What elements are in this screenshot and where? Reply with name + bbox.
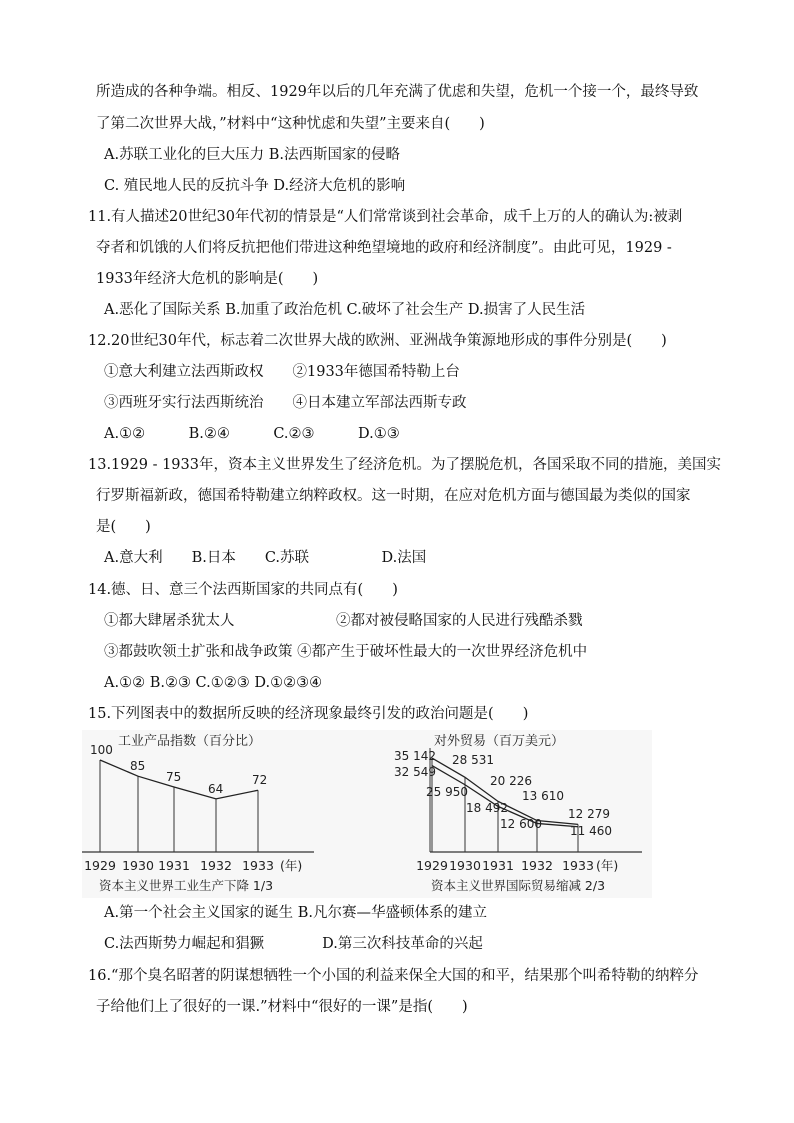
text-line: 所造成的各种争端。相反、1929年以后的几年充满了优虑和失望，危机一个接一个，最终导致 <box>96 84 699 100</box>
chart-title: 对外贸易（百万美元） <box>434 734 565 749</box>
option-line: ①意大利建立法西斯政权 ②1933年德国希特勒上台 <box>104 364 460 380</box>
text-line: 行罗斯福新政，德国希特勒建立纳粹政权。这一时期，在应对危机方面与德国最为类似的国家 <box>96 488 691 504</box>
option-line: ③都鼓吹领土扩张和战争政策 ④都产生于破坏性最大的一次世界经济危机中 <box>104 644 588 660</box>
text-line: 1933年经济大危机的影响是( ) <box>96 271 319 287</box>
x-tick-label: 1933 <box>562 858 594 873</box>
option-line: ①都大肆屠杀犹太人 ②都对被侵略国家的人民进行残酷杀戮 <box>104 613 583 629</box>
question-line: 16.“那个臭名昭著的阴谋想牺牲一个小国的利益来保全大国的和平，结果那个叫希特勒的纳粹分 <box>88 968 699 984</box>
data-label: 28 531 <box>452 753 494 767</box>
x-tick-label: 1932 <box>200 858 232 873</box>
data-label: 75 <box>166 770 182 784</box>
data-label: 25 950 <box>426 785 468 799</box>
data-label: 13 610 <box>522 789 564 803</box>
x-unit-label: (年) <box>280 858 303 873</box>
option-line: C.法西斯势力崛起和猖獗 D.第三次科技革命的兴起 <box>104 936 483 952</box>
data-label: 32 549 <box>394 765 436 779</box>
chart-title: 工业产品指数（百分比） <box>118 734 262 749</box>
data-label: 100 <box>90 743 113 757</box>
text-line: 是( ) <box>96 519 151 535</box>
data-label: 12 600 <box>500 817 542 831</box>
question-line: 15.下列图表中的数据所反映的经济现象最终引发的政治问题是( ) <box>88 706 529 722</box>
option-line: C. 殖民地人民的反抗斗争 D.经济大危机的影响 <box>104 178 406 194</box>
text-line: 子给他们上了很好的一课.”材料中“很好的一课”是指( ) <box>96 999 468 1015</box>
data-label: 18 492 <box>466 801 508 815</box>
x-tick-label: 1931 <box>158 858 190 873</box>
option-line: A.①② B.②④ C.②③ D.①③ <box>104 426 400 442</box>
question-line: 14.德、日、意三个法西斯国家的共同点有( ) <box>88 582 398 598</box>
option-line: A.第一个社会主义国家的诞生 B.凡尔赛—华盛顿体系的建立 <box>104 905 487 921</box>
chart-caption: 资本主义世界工业生产下降 1/3 <box>98 878 274 893</box>
data-label: 35 142 <box>394 749 436 763</box>
option-line: A.意大利 B.日本 C.苏联 D.法国 <box>104 550 427 566</box>
option-line: A.①② B.②③ C.①②③ D.①②③④ <box>104 675 323 691</box>
x-tick-label: 1930 <box>449 858 481 873</box>
option-line: A.苏联工业化的巨大压力 B.法西斯国家的侵略 <box>104 147 400 163</box>
text-line: 了第二次世界大战，”材料中“这种忧虑和失望”主要来自( ) <box>96 116 485 132</box>
x-tick-label: 1931 <box>482 858 514 873</box>
x-tick-label: 1930 <box>122 858 154 873</box>
option-line: A.恶化了国际关系 B.加重了政治危机 C.破坏了社会生产 D.损害了人民生活 <box>104 302 586 318</box>
chart-figure <box>82 730 652 898</box>
x-tick-label: 1929 <box>84 858 116 873</box>
option-line: ③西班牙实行法西斯统治 ④日本建立军部法西斯专政 <box>104 395 467 411</box>
text-line: 夺者和饥饿的人们将反抗把他们带进这种绝望境地的政府和经济制度”。由此可见，1929 - <box>96 240 672 256</box>
x-tick-label: 1932 <box>521 858 553 873</box>
data-label: 12 279 <box>568 807 610 821</box>
question-line: 11.有人描述20世纪30年代初的情景是“人们常常谈到社会革命，成千上万的人的确认为:被剥 <box>88 209 683 225</box>
data-label: 64 <box>208 781 224 796</box>
question-line: 13.1929 - 1933年，资本主义世界发生了经济危机。为了摆脱危机，各国采取不同的措施，美国实 <box>88 457 721 473</box>
data-label: 72 <box>252 773 268 788</box>
x-tick-label: 1929 <box>416 858 448 873</box>
question-line: 12.20世纪30年代，标志着二次世界大战的欧洲、亚洲战争策源地形成的事件分别是( ) <box>88 333 667 349</box>
x-tick-label: 1933 <box>242 858 274 873</box>
data-label: 20 226 <box>490 774 532 788</box>
chart-caption: 资本主义世界国际贸易缩减 2/3 <box>430 878 606 893</box>
data-label: 11 460 <box>570 824 612 838</box>
data-label: 85 <box>130 759 146 774</box>
x-unit-label: (年) <box>596 858 619 873</box>
